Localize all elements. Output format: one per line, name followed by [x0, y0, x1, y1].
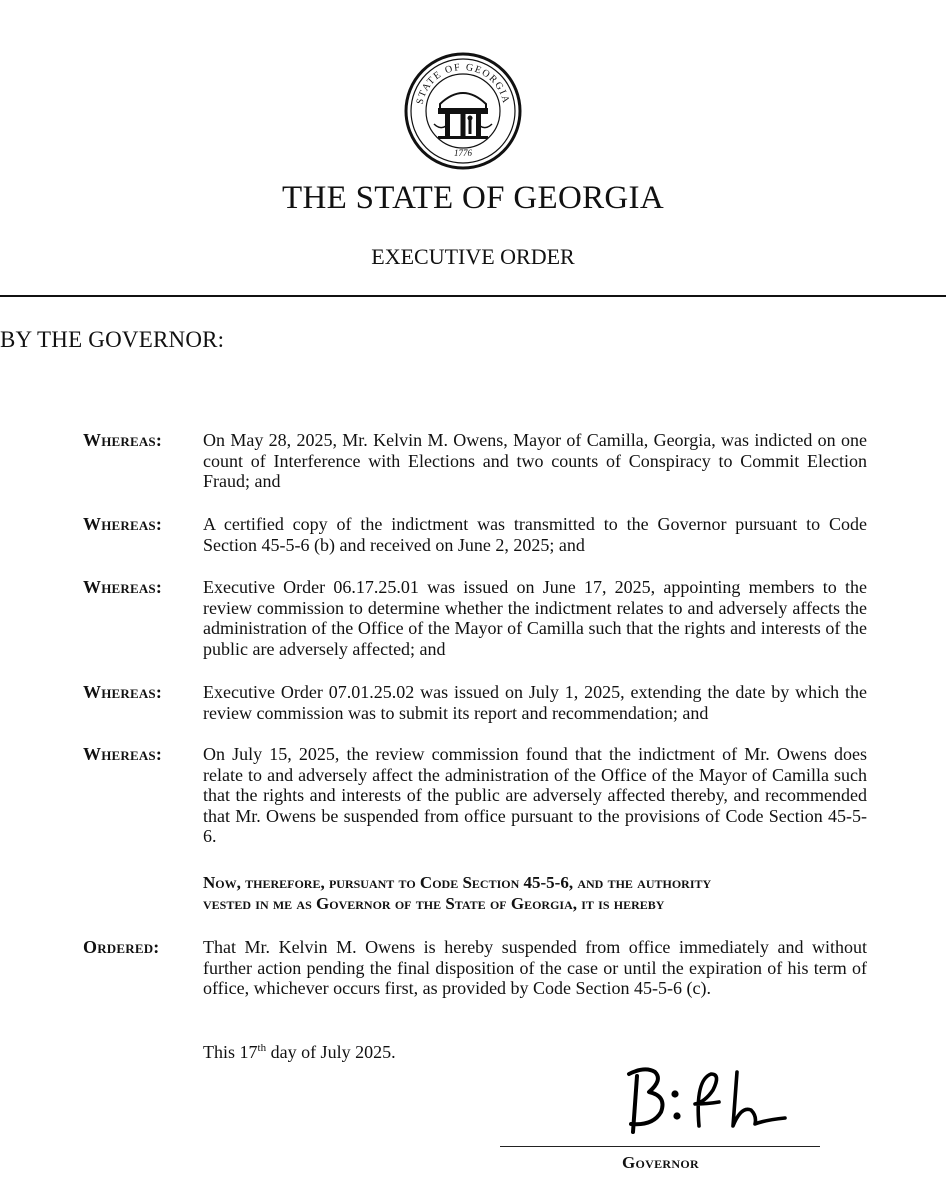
- order-title: EXECUTIVE ORDER: [371, 244, 575, 269]
- date-prefix: This 17: [203, 1042, 258, 1062]
- whereas-label: Whereas:: [83, 744, 163, 764]
- whereas-text: On July 15, 2025, the review commission found that the indictment of Mr. Owens does relate to and adversely affect the administration of the Office of the Mayor of Camilla such that the rights and interests of the public are adversely affected thereby, and recommended that Mr. Owens be suspended from office pursuant to the provisions of Code Section 45-5-6.: [203, 744, 867, 846]
- signature-line: [500, 1146, 820, 1147]
- ordered-label: Ordered:: [83, 937, 160, 957]
- now-therefore-line: Now, therefore, pursuant to Code Section 45-5-6, and the authority: [203, 873, 712, 892]
- seal-ring-text: STATE OF GEORGIA: [414, 61, 512, 106]
- whereas-label: Whereas:: [83, 577, 163, 597]
- ordered-text: That Mr. Kelvin M. Owens is hereby suspended from office immediately and without further action pending the final disposition of the case or until the expiration of his term of office, whichever occurs first, as provided by Code Section 45-5-6 (c).: [203, 937, 867, 998]
- whereas-label: Whereas:: [83, 682, 163, 702]
- header-divider: [0, 295, 946, 297]
- whereas-label: Whereas:: [83, 430, 163, 450]
- seal-year: 1776: [454, 148, 472, 158]
- by-governor-heading: BY THE GOVERNOR:: [0, 327, 225, 352]
- svg-text:STATE OF GEORGIA: [415, 62, 512, 106]
- governor-title: Governor: [622, 1153, 699, 1172]
- whereas-text: A certified copy of the indictment was transmitted to the Governor pursuant to Code Section 45-5-6 (b) and received on June 2, 2025; and: [203, 514, 867, 555]
- whereas-text: On May 28, 2025, Mr. Kelvin M. Owens, Mayor of Camilla, Georgia, was indicted on one count of Interference with Elections and two counts of Conspiracy to Commit Election Fraud; and: [203, 430, 867, 491]
- date-line: [203, 1042, 396, 1063]
- now-therefore-statement: [203, 873, 883, 914]
- state-seal-icon: [404, 52, 522, 170]
- state-title: THE STATE OF GEORGIA: [282, 180, 664, 216]
- whereas-label: Whereas:: [83, 514, 163, 534]
- governor-signature: [615, 1060, 815, 1150]
- whereas-text: Executive Order 06.17.25.01 was issued on June 17, 2025, appointing members to the review commission to determine whether the indictment relates to and adversely affects the administration of the Office of the Mayor of Camilla such that the rights and interests of the public are adversely affected; and: [203, 577, 867, 659]
- whereas-text: Executive Order 07.01.25.02 was issued on July 1, 2025, extending the date by which the review commission was to submit its report and recommendation; and: [203, 682, 867, 723]
- now-therefore-line: vested in me as Governor of the State of Georgia, it is hereby: [203, 893, 665, 913]
- date-suffix: day of July 2025.: [266, 1042, 396, 1062]
- date-ordinal: th: [257, 1042, 267, 1054]
